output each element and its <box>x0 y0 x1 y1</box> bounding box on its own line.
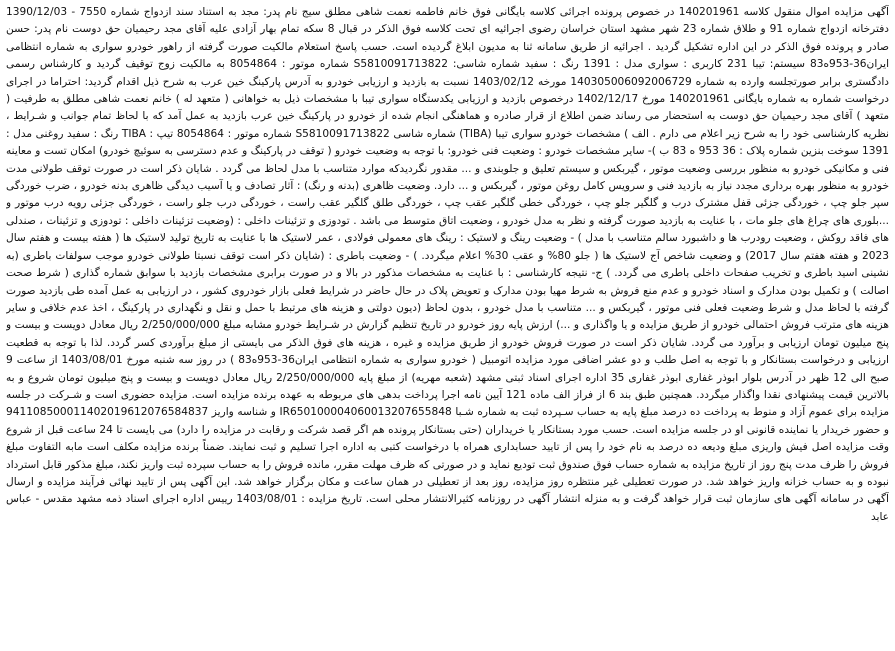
auction-notice-document <box>6 4 889 647</box>
auction-notice-text: آگهی مزایده اموال منقول کلاسه 140201961 در خصوص پرونده اجرائی کلاسه بایگانی فوق خانم فاطمه نعمت شاهی مطلق سیج نام پدر: مجد به استناد سند ازدواج شماره 7550 - 1390/12/03 دفترخانه ازدواج شماره 91 و طلاق شماره 23 شهر مشهد استان خراسان رضوی اجرائیه ای تحت کلاسه فوق الذکر در قبال 8 سکه تمام بهار آزادی علیه آقای مجد رحیمیان حق دوست نام پدر: حسن صادر و پرونده فوق الذکر در این اداره تشکیل گردید . اجرائیه از طریق سامانه ثنا به مدیون ابلاغ گردیده است. حسب پاسخ استعلام مالکیت صورت گرفته از راهور خودرو سواری به شماره انتظامی ایران36-953ه83 سیستم: تیبا 231 کاربری : سواری مدل : 1391 رنگ : سفید شماره شاسی: S5810091713822 شماره موتور : 8054864 به مالکیت زوج توقیف گردید و کارشناس رسمی دادگستری برابر صورتجلسه وارده به شماره 140305006092006729 مورخه 1403/02/12 نسبت به بازدید و ارزیابی خودرو به آدرس پارکینگ خین عرب به شرح ذیل اقدام گردید: احتراما در اجرای درخواست شماره به شماره بایگانی 140201961 مورخ 1402/12/17 درخصوص بازدید و ارزیابی یکدستگاه سواری تیبا با مشخصات ذیل به خواهانی ( متعهد له ) خانم نعمت شاهی مطلق به طرفیت ( متعهد ) آقای مجد رحیمیان حق دوست به استحضار می رساند ضمن اطلاع از قرار صادره و هماهنگی انجام شده از خودرو در پارکینگ خین عرب بازدید به عمل آمد که با لحاظ تمام جوانب و شـرایط ، نظریه کارشناسی خود را به شرح زیر اعلام می دارم . الف ) مشخصات خودرو سواری تیبا (TIBA) شماره شاسی S5810091713822 شماره موتور : 8054864 تیپ : TIBA رنگ : سفید روغنی مدل : 1391 سوخت بنزین شماره پلاک : 36 953 ه 83 ب )- سایر مشخصات خودرو : وضعیت فنی خودرو: با توجه به وضعیت خودرو ( توقف در پارکینگ و عدم دسترسی به سوئیچ خودرو) امکان تست و معاینه فنی و مکانیکی خودرو به منظور بررسی وضعیت موتور ، گیربکس و سیستم تعلیق و جلوبندی و ... مقدور نگردیدکه موارد متناسب با مدل لحاظ می گردد . شایان ذکر است در صورت توقف طولانی مدت خودرو به منظور بهره برداری مجدد نیاز به بازدید فنی و سرویس کامل روغن موتور ، گیربکس و ... دارد. وضعیت ظاهری (بدنه و رنگ) : آثار تصادف و یا آسیب دیدگی ظاهری بدنه خودرو ، ضرب خوردگی سپر جلو چپ ، خوردگی جزئی قفل مشترک درب و گلگیر جلو چپ ، خوردگی خطی گلگیر عقب چپ ، خوردگی طلق گلگیر عقب راست ، خوردگی درب جلو راست ، خوردگی جزئی رویه درب موتور و ...بلوری های چراغ های جلو مات ، با عنایت به بازدید صورت گرفته و نظر به مدل خودرو ، وضعیت اتاق متوسط می باشد . تودوزی و تزئینات داخلی : (وضعیت تزئینات داخلی : تودوزی و تزئینات ، صندلی های فاقد روکش ، وضعیت رودرب ها و داشبورد سالم متناسب با مدل ) - وضعیت رینگ و لاستیک : رینگ های معمولی فولادی ، عمر لاستیک ها با عنایت به تاریخ تولید لاستیک ها ( هفته بیست و هفتم سال 2023 و هفته هفتم سال 2017) و وضعیت شاخص آج لاستیک ها ( جلو 80% و عقب 30% اعلام میگردد. ) - وضعیت باطری : (شایان ذکر است توقف نسبتا طولانی خودرو موجب سولفات باطری (به نشینی اسید باطری و تخریب صفحات داخلی باطری می گردد. ) ج- نتیجه کارشناسی : با عنایت به مشخصات مذکور در بالا و در صورت برابری مشخصات بازدید با سوابق شماره گذاری ( شرط صحت اصالت ) و تکمیل بودن مدارک و اسناد خودرو و عدم منع فروش به شرط مهیا بودن مدارک و تعویض پلاک در حال حاضر در شرایط فعلی بازار خودروی کشور ، در ارزیابی به عمل آمده طی بازدید صورت گرفته با لحاظ مدل و شرط وضعیت فعلی فنی موتور ، گیربکس و ... متناسب با مدل خودرو ، بدون لحاظ (دیون دولتی و هزینه های مرتبط با حمل و نقل و نگهداری در پارکینگ ، اخذ عدم خلافی و سایر هزینه های مترتب فروش احتمالی خودرو از طریق مزایده و یا واگذاری و ...) ارزش پایه روز خودرو در تاریخ تنظیم گزارش در شـرایط خودرو مشابه مبلغ 2/250/000/000 ریال معادل دویست و بیست و پنج میلیون تومان ارزیابی و برآورد می گردد. شایان ذکر است در صورت فروش خودرو از طریق مزایده و غیره ، هزینه های فوق الذکر می بایستی از مبلغ برآوردی کسر گردد. لذا با توجه به قطعیت ارزیابی و درخواست بستانکار و با توجه به اصل طلب و دو عشر اضافی مورد مزایده اتومبیل ( خودرو سواری به شماره انتظامی ایران36-953ه83 ) در روز سه شنبه مورخ 1403/08/01 از ساعت 9 صبح الی 12 ظهر در آدرس بلوار ابوذر غفاری ابوذر غفاری 35 اداره اجرای اسناد ثبتی مشهد (شعبه مهریه) از مبلغ پایه 2/250/000/000 ریال معادل دویست و بیست و پنج میلیون تومان شروع و به بالاترین قیمت پیشنهادی نقدا واگذار میگردد. همچنین طبق بند 6 از فراز الف ماده 121 آیین نامه اجرا پرداخت بدهی های مربوطه به عهده برنده مزایده است. مزایده حضوری است و شـرکت در جلسه مزایده برای عموم آزاد و منوط به پرداخت ده درصد مبلغ پایه به حساب سـپرده ثبت به شماره شـبا IR650100004060013207655848 و شناسه واریز 941108500011402019612076584837 و حضور خریدار یا نماینده قانونی او در جلسه مزایده است. حسب مورد بستانکار یا خریداران (حتی بستانکار پرونده هم اگر قصد شرکت و رقابت در مزایده را دارد) می بایست تا 24 ساعت قبل از شروع وقت مزایده اصل فیش واریزی مبلغ ودیعه ده درصد به نام خود را پس از تایید حسابداری همراه با درخواست کتبی به اداره اجرا تسلیم و ثبت نمایند. ضمناً برنده مزایده مکلف است مابه التفاوت مبلغ فروش را ظرف مدت پنج روز از تاریخ مزایده به شماره حساب فوق صندوق ثبت تودیع نماید و در صورتی که ظرف مهلت مقرر، مانده فروش را به حساب سپرده ثبت واریز نکند، مبلغ مذکور قابل استرداد نبوده و به حساب خزانه واریز خواهد شد. در صورت تعطیلی غیر منتظره روز مزایده، روز بعد از تعطیلی در همان ساعت و مکان برگزار خواهد شد. این آگهی پس از تایید نهائی فرآیند مزایده و ارسال آگهی در سامانه آگهی های سازمان ثبت قرار خواهد گرفت و به منزله انتشار آگهی در روزنامه کثیرالانتشار محلی است. تاریخ مزایده : 1403/08/01 رییس اداره اجرای اسناد ذمه مشهد مقدس - عباس عابد <box>6 6 889 523</box>
